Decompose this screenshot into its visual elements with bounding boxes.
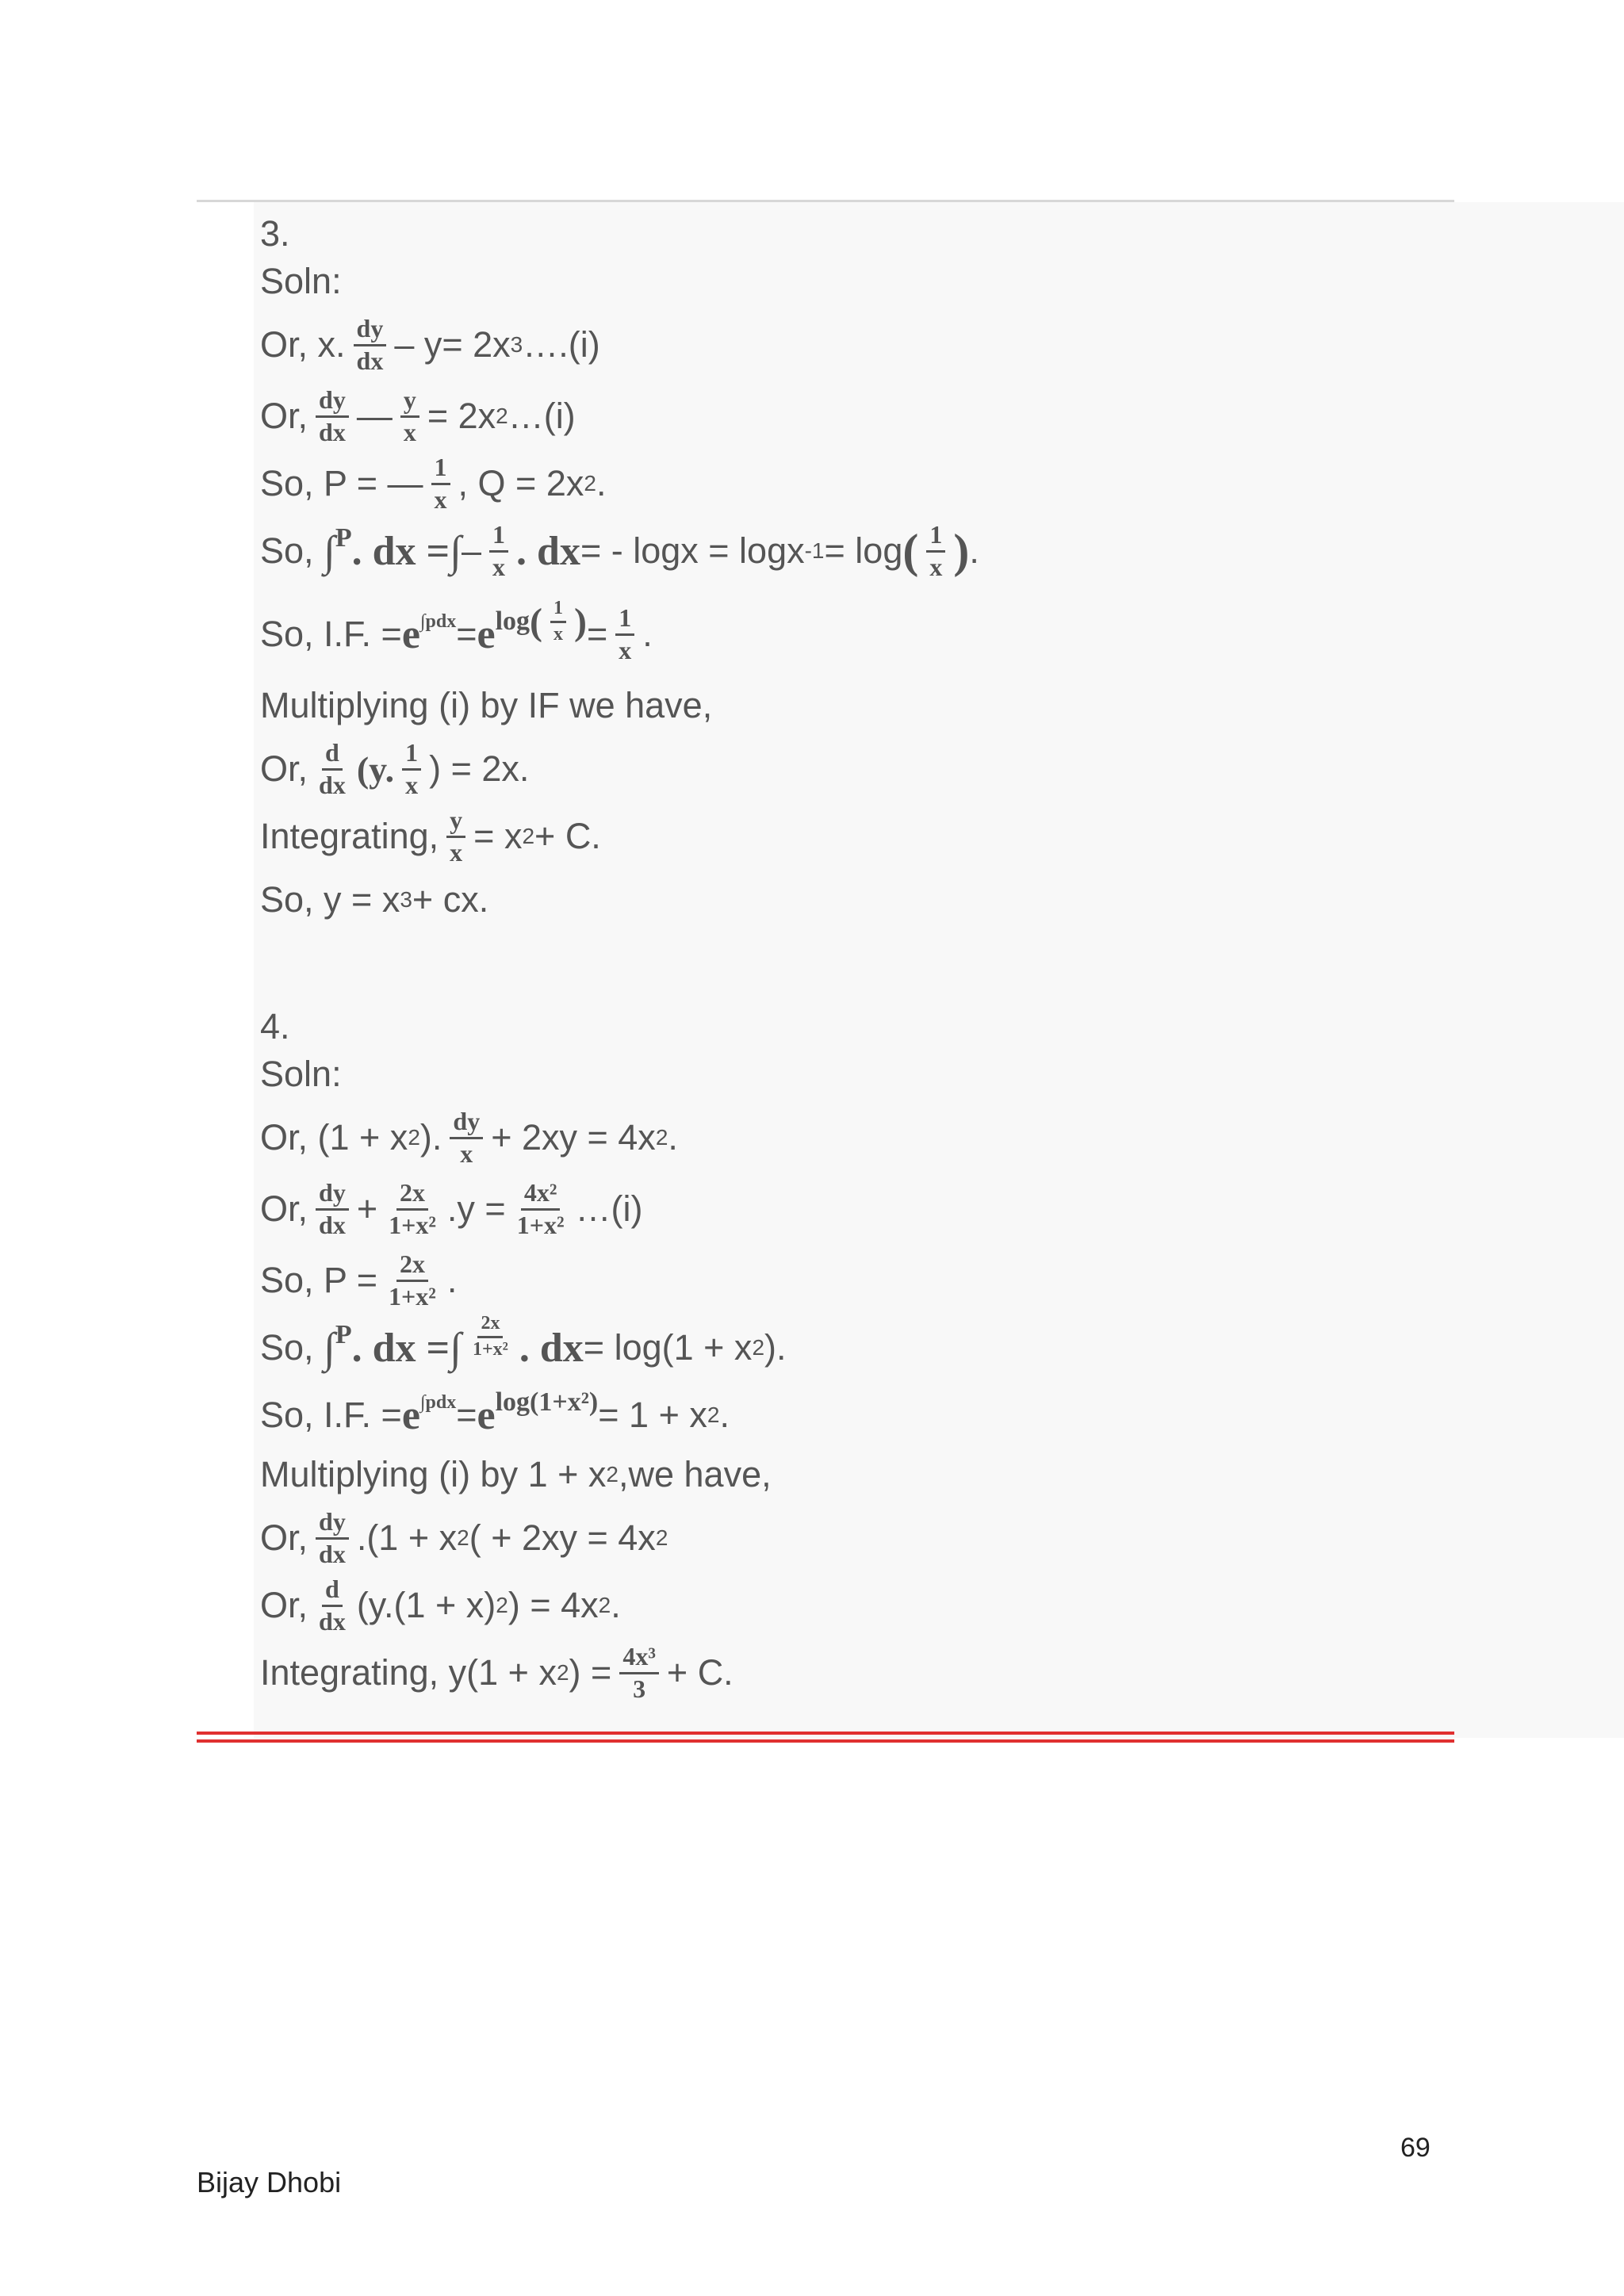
- superscript: 2: [655, 1525, 668, 1550]
- text: Or,: [260, 1585, 308, 1625]
- text: e: [401, 1392, 420, 1438]
- text: …(i): [508, 396, 576, 436]
- numerator: y: [400, 387, 419, 418]
- denominator: dx: [319, 1539, 346, 1568]
- p3-line-1: [260, 313, 600, 377]
- text: So,: [260, 1327, 314, 1368]
- superscript: 2: [707, 1402, 720, 1427]
- text: – y= 2x: [394, 324, 511, 365]
- denominator: x: [492, 552, 506, 581]
- denominator: dx: [319, 770, 346, 799]
- denominator: x: [460, 1138, 473, 1168]
- fraction: [354, 313, 387, 375]
- p3-line-9: [260, 868, 488, 932]
- integral-sign: ∫: [450, 527, 462, 575]
- text: . dx: [516, 528, 580, 574]
- text: ).: [764, 1327, 787, 1368]
- text: e: [477, 1392, 496, 1438]
- text: So, I.F. =: [260, 1395, 402, 1435]
- text: .: [611, 1585, 621, 1625]
- text: .: [446, 1260, 458, 1300]
- text: …(i): [575, 1188, 643, 1229]
- paren: (: [530, 600, 543, 643]
- fraction: [316, 387, 349, 446]
- numerator: 2x: [396, 1251, 428, 1282]
- fraction: [450, 1108, 483, 1167]
- fraction: [402, 737, 421, 799]
- text: .: [642, 614, 653, 654]
- p4-line-9: [260, 1641, 733, 1705]
- numerator: 4x²: [521, 1180, 561, 1211]
- denominator: dx: [319, 417, 346, 446]
- text: ,we have,: [618, 1454, 772, 1494]
- p3-line-5: [260, 598, 653, 666]
- fraction: [400, 387, 419, 446]
- superscript: 2: [655, 1125, 668, 1150]
- superscript: 2: [584, 471, 596, 496]
- text: = 2x: [427, 396, 496, 436]
- p4-line-3: [260, 1249, 457, 1312]
- fraction: [316, 1506, 349, 1568]
- text: e: [477, 611, 496, 657]
- soln-label: Soln:: [260, 1054, 342, 1094]
- text: Or,: [260, 1188, 308, 1229]
- integral-sign: ∫: [324, 1324, 335, 1372]
- numerator: 1: [431, 454, 450, 485]
- denominator: 1+x²: [389, 1210, 436, 1239]
- fraction: [316, 1177, 349, 1239]
- text: ) = 2x.: [429, 748, 530, 789]
- text: Or, x.: [260, 324, 346, 365]
- superscript: 2: [606, 1462, 619, 1487]
- p3-line-3: [260, 452, 606, 515]
- text: =: [587, 614, 608, 654]
- numerator: d: [322, 740, 343, 771]
- fraction: [619, 1641, 659, 1703]
- text: , Q = 2x: [458, 463, 584, 503]
- fraction: [550, 599, 566, 644]
- numerator: 2x: [477, 1314, 503, 1337]
- fraction: [431, 454, 450, 513]
- fraction: [316, 737, 349, 799]
- superscript: 2: [496, 404, 508, 428]
- text: + C.: [534, 816, 601, 856]
- superscript: 2: [752, 1335, 765, 1360]
- integral-sign: ∫: [324, 527, 335, 575]
- text: (y.: [356, 748, 395, 790]
- text: ).: [419, 1117, 442, 1158]
- footer-rule-top: [197, 1732, 1454, 1735]
- author-name: Bijay Dhobi: [197, 2166, 342, 2198]
- text: So, y = x: [260, 879, 400, 920]
- numerator: 1: [550, 599, 566, 622]
- p4-line-2: [260, 1177, 643, 1241]
- text: + 2xy = 4x: [491, 1117, 656, 1158]
- text: +: [356, 1188, 378, 1229]
- text: =: [456, 1395, 477, 1435]
- denominator: dx: [356, 346, 384, 375]
- denominator: 1+x²: [516, 1210, 565, 1239]
- text: –: [462, 530, 482, 571]
- text: . dx: [519, 1325, 584, 1371]
- superscript: -1: [804, 538, 825, 563]
- text: .: [719, 1395, 730, 1435]
- fraction: [385, 1251, 439, 1310]
- denominator: 1+x²: [389, 1281, 436, 1311]
- superscript: 2: [496, 1593, 508, 1617]
- text: Integrating,: [260, 816, 439, 856]
- denominator: dx: [319, 1606, 346, 1636]
- denominator: x: [619, 635, 632, 664]
- text: = log(1 + x: [583, 1327, 753, 1368]
- denominator: 1+x²: [473, 1338, 508, 1360]
- fraction: [926, 519, 945, 581]
- text: So, P =: [260, 1260, 378, 1300]
- paren: ): [574, 600, 588, 643]
- paren: ): [953, 524, 970, 577]
- numerator: dy: [316, 1509, 349, 1540]
- p3-line-4: [260, 519, 979, 583]
- text: So,: [260, 530, 314, 571]
- text: = x: [473, 816, 523, 856]
- numerator: dy: [316, 387, 349, 418]
- p3-line-8: [260, 805, 601, 868]
- footer-rule-bottom: [197, 1739, 1454, 1743]
- fraction: [316, 1576, 349, 1635]
- p4-line-1: [260, 1106, 678, 1169]
- superscript: P: [335, 523, 352, 553]
- superscript: 2: [457, 1525, 469, 1550]
- denominator: x: [434, 484, 447, 514]
- p4-line-7: [260, 1506, 668, 1570]
- numerator: 1: [926, 522, 945, 553]
- text: =: [456, 614, 477, 654]
- text: Multiplying (i) by 1 + x: [260, 1454, 607, 1494]
- fraction: [385, 1177, 439, 1239]
- denominator: x: [403, 417, 416, 446]
- text: (y.(1 + x): [356, 1585, 496, 1625]
- denominator: 3: [633, 1674, 646, 1703]
- text: ( + 2xy = 4x: [469, 1517, 656, 1558]
- text: = 1 + x: [598, 1395, 707, 1435]
- text: = log: [824, 530, 903, 571]
- text: .: [969, 530, 979, 571]
- text: + cx.: [412, 879, 489, 920]
- page-number: 69: [1400, 2133, 1431, 2163]
- text: = - logx = logx: [580, 530, 805, 571]
- text: + C.: [666, 1652, 733, 1693]
- superscript: 2: [408, 1125, 420, 1150]
- superscript: 2: [556, 1660, 569, 1685]
- text: Multiplying (i) by IF we have,: [260, 685, 713, 725]
- numerator: 4x³: [619, 1644, 659, 1674]
- p3-line-2: [260, 385, 576, 448]
- text: Or,: [260, 1517, 308, 1558]
- text: —: [356, 396, 393, 436]
- denominator: x: [405, 770, 419, 799]
- text: ) = 4x: [508, 1585, 599, 1625]
- text: So, P = —: [260, 463, 423, 503]
- text: .y =: [446, 1188, 506, 1229]
- fraction: [446, 807, 465, 866]
- numerator: dy: [354, 316, 387, 346]
- p4-line-5: [260, 1383, 730, 1447]
- numerator: 2x: [396, 1180, 428, 1211]
- text: ….(i): [523, 324, 600, 365]
- text: So, I.F. =: [260, 614, 402, 654]
- problem-number: 4.: [260, 1006, 290, 1047]
- problem-number: 3.: [260, 213, 290, 254]
- superscript: P: [335, 1320, 352, 1349]
- text: Or,: [260, 748, 308, 789]
- superscript: 2: [522, 824, 535, 848]
- superscript: 3: [400, 887, 412, 912]
- denominator: dx: [319, 1210, 346, 1239]
- text: .: [668, 1117, 678, 1158]
- text: Or, (1 + x: [260, 1117, 408, 1158]
- numerator: d: [322, 1576, 343, 1607]
- numerator: 1: [615, 605, 634, 636]
- p3-line-6: [260, 674, 712, 737]
- numerator: 1: [489, 522, 508, 553]
- integral-sign: ∫: [450, 1324, 462, 1372]
- problem-4-soln: [260, 1043, 342, 1106]
- denominator: x: [929, 552, 943, 581]
- fraction: [514, 1177, 568, 1239]
- p3-line-7: [260, 737, 529, 801]
- text: e: [401, 611, 420, 657]
- paren: (: [902, 524, 919, 577]
- text: Or,: [260, 396, 308, 436]
- text: ) =: [569, 1652, 612, 1693]
- p4-line-6: [260, 1443, 772, 1506]
- numerator: dy: [316, 1180, 349, 1211]
- p4-line-4: [260, 1313, 787, 1380]
- superscript: ∫pdx: [419, 610, 457, 632]
- superscript: log: [495, 607, 530, 636]
- numerator: dy: [450, 1108, 483, 1139]
- fraction: [615, 605, 634, 664]
- numerator: 1: [402, 740, 421, 771]
- text: .: [596, 463, 607, 503]
- superscript: log(1+x²): [495, 1387, 599, 1417]
- superscript: 2: [598, 1593, 611, 1617]
- denominator: x: [450, 837, 463, 867]
- soln-label: Soln:: [260, 261, 342, 301]
- denominator: x: [553, 623, 564, 645]
- superscript: ∫pdx: [419, 1391, 457, 1413]
- text: Integrating, y(1 + x: [260, 1652, 557, 1693]
- problem-3-soln: [260, 250, 342, 313]
- text: . dx =: [351, 528, 450, 574]
- superscript: 3: [510, 332, 523, 357]
- fraction: [489, 519, 508, 581]
- fraction: [469, 1314, 511, 1359]
- text: . dx =: [351, 1325, 450, 1371]
- p4-line-8: [260, 1574, 621, 1637]
- numerator: y: [446, 807, 465, 838]
- text: .(1 + x: [356, 1517, 458, 1558]
